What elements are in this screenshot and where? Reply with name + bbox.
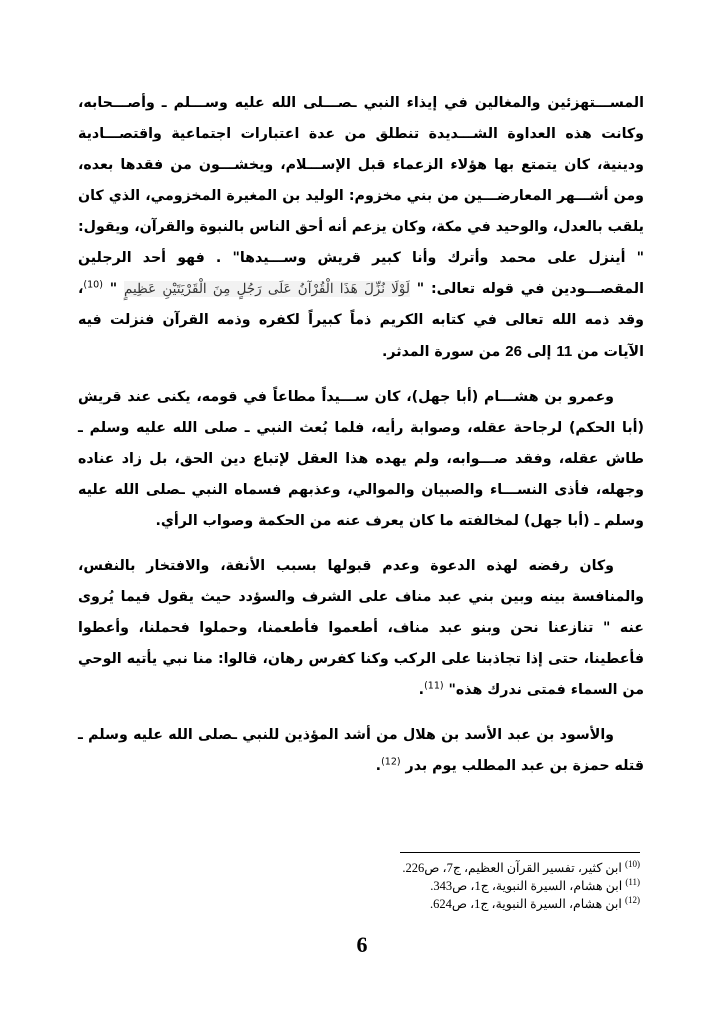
footnote-divider <box>400 852 640 853</box>
footnote-number: (11) <box>625 876 640 887</box>
footnote-number: (10) <box>625 858 640 869</box>
text-run: المســـتهزئين والمغالين في إيذاء النبي ـصـــلى الله عليه وســـلم ـ وأصـــحابه، وكانت هذه العداوة الشـــديدة تنطلق من عدة اعتبارات اجتماعية واقتصـــادية ودينية، كان يتمتع بها هؤلاء الزعماء قبل الإســـلام، ويخشـــون من فقدها بعده، ومن أشـــهر المعارضـــين من بني مخزوم: الوليد بن المغيرة المخزومي، الذي كان يلقب بالعدل، والوحيد في مكة، وكان يزعم أنه أحق الناس بالنبوة والقرآن، ويقول: " أينزل على محمد وأترك وأنا كبير قريش وســـيدها" . فهو أحد الرجلين المقصـــودين في قوله تعالى: " <box>78 95 644 297</box>
text-run: " <box>102 281 124 297</box>
footnote-text: ابن هشام، السيرة النبوية، ج1، ص343. <box>430 879 626 893</box>
body-text <box>78 88 644 782</box>
verse-number-start: 11 <box>556 343 573 360</box>
footnote-ref-10[interactable]: (10) <box>83 279 103 291</box>
paragraph-walid <box>78 88 644 368</box>
text-run: وعمرو بن هشـــام (أبا جهل)، كان ســـيداً مطاعاً في قومه، يكنى عند قريش (أبا الحكم) لرجاحة عقله، وصوابة رأيه، فلما بُعث النبي ـ صلى الله عليه وسلم ـ طاش عقله، وفقد صـــوابه، ولم يهده هذا العقل لإتباع دين الحق، بل زاد عناده وجهله، فأذى النســـاء والصبيان والموالي، وعذبهم فسماه النبي ـصلى الله عليه وسلم ـ (أبا جهل) لمخالفته ما كان يعرف عنه من الحكمة وصواب الرأي. <box>78 389 644 529</box>
footnotes <box>400 852 640 913</box>
footnote-ref-12[interactable]: (12) <box>381 756 401 768</box>
text-run: وكان رفضه لهذه الدعوة وعدم قبولها بسبب الأنفة، والافتخار بالنفس، والمنافسة بينه وبين بني عبد مناف على الشرف والسؤدد حيث يقول فيما يُروى عنه " تنازعنا نحن وبنو عبد مناف، أطعموا فأطعمنا، وحملوا فحملنا، وأعطوا فأعطينا، حتى إذا تجاذبنا على الركب وكنا كفرس رهان، قالوا: منا نبي يأتيه الوحي من السماء فمتى ندرك هذه" <box>78 558 644 698</box>
footnote-number: (12) <box>625 894 640 905</box>
footnote-ref-11[interactable]: (11) <box>424 680 444 692</box>
footnote-10 <box>400 859 640 877</box>
footnote-12 <box>400 895 640 913</box>
footnote-11 <box>400 877 640 895</box>
text-run: من سورة المدثر. <box>382 344 506 360</box>
verse-number-end: 26 <box>505 343 522 360</box>
footnote-text: ابن كثير، تفسير القرآن العظيم، ج7، ص226. <box>402 861 625 875</box>
paragraph-abu-jahl <box>78 382 644 537</box>
text-run: . <box>418 682 425 698</box>
page-number: 6 <box>356 932 368 957</box>
quran-verse: لَوْلَا نُزِّلَ هَذَا الْقُرْآنُ عَلَى رَجُلٍ مِنَ الْقَرْيَتَيْنِ عَظِيمٍ <box>123 281 410 297</box>
text-run: ، وقد ذمه الله تعالى في كتابه الكريم ذماً كبيراً لكفره وذمه القرآن فنزلت فيه الآيات من <box>78 281 644 360</box>
paragraph-aswad <box>78 720 644 782</box>
paragraph-rejection <box>78 551 644 706</box>
footnote-text: ابن هشام، السيرة النبوية، ج1، ص624. <box>429 897 625 911</box>
text-run: والأسود بن عبد الأسد بن هلال من أشد المؤذين للنبي ـصلى الله عليه وسلم ـ قتله حمزة بن عبد المطلب يوم بدر <box>78 727 644 774</box>
text-run: . <box>375 758 382 774</box>
text-run: إلى <box>521 344 557 360</box>
